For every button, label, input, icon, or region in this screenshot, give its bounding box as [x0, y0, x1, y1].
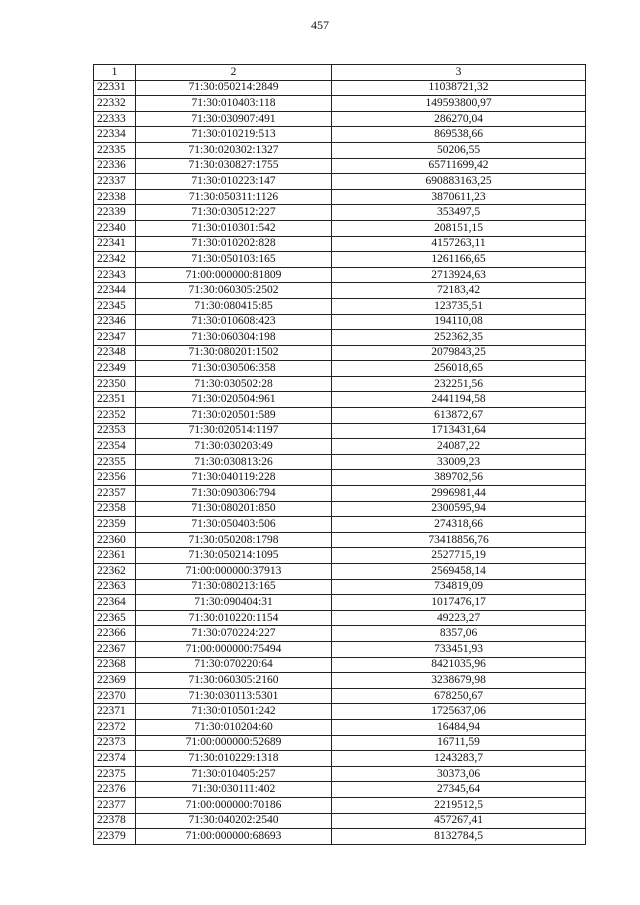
table-row: [94, 501, 586, 517]
row-number-cell: 22362: [94, 564, 136, 580]
cadastral-value-cell: 1243283,7: [332, 751, 586, 767]
cadastral-value-cell: 72183,42: [332, 283, 586, 299]
row-number-cell: 22379: [94, 829, 136, 845]
row-number-cell: 22354: [94, 439, 136, 455]
row-number-cell: 22364: [94, 595, 136, 611]
cadastral-value-cell: 232251,56: [332, 376, 586, 392]
cadastral-number-cell: 71:30:080213:165: [136, 579, 332, 595]
row-number-cell: 22347: [94, 330, 136, 346]
table-row: [94, 314, 586, 330]
row-number-cell: 22350: [94, 376, 136, 392]
row-number-cell: 22356: [94, 470, 136, 486]
table-row: [94, 486, 586, 502]
cadastral-number-cell: 71:30:020504:961: [136, 392, 332, 408]
cadastral-value-cell: 65711699,42: [332, 158, 586, 174]
table-row: [94, 532, 586, 548]
row-number-cell: 22335: [94, 142, 136, 158]
cadastral-number-cell: 71:30:010204:60: [136, 719, 332, 735]
cadastral-value-cell: 869538,66: [332, 127, 586, 143]
row-number-cell: 22341: [94, 236, 136, 252]
cadastral-number-cell: 71:30:010219:513: [136, 127, 332, 143]
cadastral-value-cell: 8421035,96: [332, 657, 586, 673]
column-header-1: 1: [94, 65, 136, 81]
table-row: [94, 96, 586, 112]
row-number-cell: 22333: [94, 111, 136, 127]
cadastral-number-cell: 71:30:020501:589: [136, 408, 332, 424]
row-number-cell: 22376: [94, 782, 136, 798]
table-row: [94, 470, 586, 486]
row-number-cell: 22343: [94, 267, 136, 283]
row-number-cell: 22334: [94, 127, 136, 143]
cadastral-number-cell: 71:30:010608:423: [136, 314, 332, 330]
table-row: [94, 579, 586, 595]
cadastral-number-cell: 71:30:030512:227: [136, 205, 332, 221]
row-number-cell: 22349: [94, 361, 136, 377]
cadastral-value-cell: 286270,04: [332, 111, 586, 127]
table-row: [94, 673, 586, 689]
table-row: [94, 626, 586, 642]
cadastral-number-cell: 71:00:000000:37913: [136, 564, 332, 580]
cadastral-value-table: [93, 64, 586, 845]
table-row: [94, 782, 586, 798]
table-row: [94, 158, 586, 174]
cadastral-number-cell: 71:30:030813:26: [136, 454, 332, 470]
cadastral-value-cell: 27345,64: [332, 782, 586, 798]
cadastral-number-cell: 71:30:010223:147: [136, 174, 332, 190]
cadastral-number-cell: 71:30:050214:1095: [136, 548, 332, 564]
cadastral-number-cell: 71:00:000000:70186: [136, 797, 332, 813]
row-number-cell: 22355: [94, 454, 136, 470]
cadastral-number-cell: 71:00:000000:68693: [136, 829, 332, 845]
row-number-cell: 22371: [94, 704, 136, 720]
table-row: [94, 688, 586, 704]
cadastral-number-cell: 71:30:030111:402: [136, 782, 332, 798]
cadastral-value-cell: 16484,94: [332, 719, 586, 735]
cadastral-value-cell: 49223,27: [332, 610, 586, 626]
row-number-cell: 22336: [94, 158, 136, 174]
table-row: [94, 797, 586, 813]
cadastral-value-cell: 613872,67: [332, 408, 586, 424]
table-row: [94, 392, 586, 408]
cadastral-number-cell: 71:30:050311:1126: [136, 189, 332, 205]
cadastral-number-cell: 71:30:010405:257: [136, 766, 332, 782]
table-row: [94, 127, 586, 143]
cadastral-value-cell: 252362,35: [332, 330, 586, 346]
cadastral-value-cell: 733451,93: [332, 641, 586, 657]
cadastral-value-cell: 4157263,11: [332, 236, 586, 252]
cadastral-number-cell: 71:30:030113:5301: [136, 688, 332, 704]
cadastral-value-cell: 2569458,14: [332, 564, 586, 580]
cadastral-value-cell: 8132784,5: [332, 829, 586, 845]
row-number-cell: 22375: [94, 766, 136, 782]
row-number-cell: 22361: [94, 548, 136, 564]
cadastral-number-cell: 71:30:030907:491: [136, 111, 332, 127]
cadastral-number-cell: 71:30:010220:1154: [136, 610, 332, 626]
table-row: [94, 205, 586, 221]
row-number-cell: 22348: [94, 345, 136, 361]
cadastral-value-cell: 2219512,5: [332, 797, 586, 813]
cadastral-value-cell: 274318,66: [332, 517, 586, 533]
table-row: [94, 220, 586, 236]
cadastral-value-cell: 123735,51: [332, 298, 586, 314]
cadastral-number-cell: 71:30:010229:1318: [136, 751, 332, 767]
cadastral-value-cell: 2996981,44: [332, 486, 586, 502]
table-row: [94, 657, 586, 673]
row-number-cell: 22378: [94, 813, 136, 829]
row-number-cell: 22337: [94, 174, 136, 190]
column-header-3: 3: [332, 65, 586, 81]
row-number-cell: 22338: [94, 189, 136, 205]
cadastral-number-cell: 71:00:000000:75494: [136, 641, 332, 657]
cadastral-value-cell: 2079843,25: [332, 345, 586, 361]
cadastral-number-cell: 71:30:060305:2160: [136, 673, 332, 689]
table-row: [94, 751, 586, 767]
cadastral-value-cell: 24087,22: [332, 439, 586, 455]
row-number-cell: 22359: [94, 517, 136, 533]
row-number-cell: 22353: [94, 423, 136, 439]
cadastral-value-cell: 149593800,97: [332, 96, 586, 112]
table-row: [94, 517, 586, 533]
row-number-cell: 22366: [94, 626, 136, 642]
row-number-cell: 22344: [94, 283, 136, 299]
table-row: [94, 641, 586, 657]
cadastral-number-cell: 71:30:030506:358: [136, 361, 332, 377]
cadastral-value-cell: 3238679,98: [332, 673, 586, 689]
cadastral-value-cell: 2441194,58: [332, 392, 586, 408]
table-row: [94, 813, 586, 829]
table-row: [94, 80, 586, 96]
cadastral-number-cell: 71:30:090404:31: [136, 595, 332, 611]
row-number-cell: 22365: [94, 610, 136, 626]
table-row: [94, 423, 586, 439]
cadastral-number-cell: 71:30:080201:850: [136, 501, 332, 517]
cadastral-number-cell: 71:30:050103:165: [136, 252, 332, 268]
row-number-cell: 22374: [94, 751, 136, 767]
cadastral-value-cell: 1261166,65: [332, 252, 586, 268]
cadastral-number-cell: 71:30:080415:85: [136, 298, 332, 314]
cadastral-value-cell: 3870611,23: [332, 189, 586, 205]
cadastral-value-cell: 208151,15: [332, 220, 586, 236]
cadastral-value-cell: 389702,56: [332, 470, 586, 486]
table-row: [94, 330, 586, 346]
table-row: [94, 298, 586, 314]
table-row: [94, 564, 586, 580]
cadastral-number-cell: 71:30:070224:227: [136, 626, 332, 642]
cadastral-number-cell: 71:30:040119:228: [136, 470, 332, 486]
table-row: [94, 704, 586, 720]
table-row: [94, 548, 586, 564]
row-number-cell: 22373: [94, 735, 136, 751]
row-number-cell: 22346: [94, 314, 136, 330]
row-number-cell: 22372: [94, 719, 136, 735]
row-number-cell: 22370: [94, 688, 136, 704]
table-header-row: [94, 65, 586, 81]
table-row: [94, 189, 586, 205]
table-body: [94, 80, 586, 844]
table-row: [94, 111, 586, 127]
cadastral-value-cell: 1713431,64: [332, 423, 586, 439]
table-row: [94, 719, 586, 735]
row-number-cell: 22367: [94, 641, 136, 657]
cadastral-value-cell: 33009,23: [332, 454, 586, 470]
cadastral-number-cell: 71:30:040202:2540: [136, 813, 332, 829]
cadastral-value-cell: 256018,65: [332, 361, 586, 377]
cadastral-number-cell: 71:30:080201:1502: [136, 345, 332, 361]
cadastral-value-cell: 50206,55: [332, 142, 586, 158]
table-row: [94, 361, 586, 377]
table-row: [94, 236, 586, 252]
column-header-2: 2: [136, 65, 332, 81]
table-row: [94, 283, 586, 299]
table-row: [94, 439, 586, 455]
page-number: 457: [311, 18, 329, 32]
table-row: [94, 345, 586, 361]
table-row: [94, 376, 586, 392]
table-row: [94, 454, 586, 470]
table-row: [94, 595, 586, 611]
table-row: [94, 766, 586, 782]
cadastral-number-cell: 71:30:030502:28: [136, 376, 332, 392]
cadastral-number-cell: 71:30:060304:198: [136, 330, 332, 346]
row-number-cell: 22363: [94, 579, 136, 595]
row-number-cell: 22358: [94, 501, 136, 517]
cadastral-value-cell: 353497,5: [332, 205, 586, 221]
cadastral-value-cell: 690883163,25: [332, 174, 586, 190]
row-number-cell: 22339: [94, 205, 136, 221]
table-row: [94, 267, 586, 283]
table-row: [94, 408, 586, 424]
cadastral-value-cell: 11038721,32: [332, 80, 586, 96]
table-row: [94, 829, 586, 845]
cadastral-number-cell: 71:30:020302:1327: [136, 142, 332, 158]
cadastral-number-cell: 71:30:030827:1755: [136, 158, 332, 174]
cadastral-value-cell: 16711,59: [332, 735, 586, 751]
cadastral-number-cell: 71:30:010202:828: [136, 236, 332, 252]
table-row: [94, 174, 586, 190]
cadastral-number-cell: 71:00:000000:52689: [136, 735, 332, 751]
row-number-cell: 22377: [94, 797, 136, 813]
cadastral-number-cell: 71:30:020514:1197: [136, 423, 332, 439]
row-number-cell: 22332: [94, 96, 136, 112]
cadastral-number-cell: 71:30:010301:542: [136, 220, 332, 236]
cadastral-number-cell: 71:30:050403:506: [136, 517, 332, 533]
table-row: [94, 735, 586, 751]
cadastral-value-cell: 734819,09: [332, 579, 586, 595]
cadastral-number-cell: 71:30:030203:49: [136, 439, 332, 455]
row-number-cell: 22342: [94, 252, 136, 268]
table-row: [94, 252, 586, 268]
cadastral-value-cell: 194110,08: [332, 314, 586, 330]
cadastral-number-cell: 71:30:070220:64: [136, 657, 332, 673]
cadastral-number-cell: 71:30:010403:118: [136, 96, 332, 112]
row-number-cell: 22351: [94, 392, 136, 408]
row-number-cell: 22357: [94, 486, 136, 502]
cadastral-value-cell: 73418856,76: [332, 532, 586, 548]
cadastral-value-cell: 1725637,06: [332, 704, 586, 720]
row-number-cell: 22360: [94, 532, 136, 548]
row-number-cell: 22331: [94, 80, 136, 96]
row-number-cell: 22340: [94, 220, 136, 236]
cadastral-value-cell: 2527715,19: [332, 548, 586, 564]
cadastral-value-cell: 8357,06: [332, 626, 586, 642]
row-number-cell: 22345: [94, 298, 136, 314]
row-number-cell: 22369: [94, 673, 136, 689]
cadastral-value-cell: 457267,41: [332, 813, 586, 829]
cadastral-value-cell: 2300595,94: [332, 501, 586, 517]
row-number-cell: 22368: [94, 657, 136, 673]
cadastral-number-cell: 71:00:000000:81809: [136, 267, 332, 283]
cadastral-number-cell: 71:30:010501:242: [136, 704, 332, 720]
cadastral-number-cell: 71:30:050208:1798: [136, 532, 332, 548]
table-row: [94, 142, 586, 158]
cadastral-number-cell: 71:30:060305:2502: [136, 283, 332, 299]
cadastral-number-cell: 71:30:050214:2849: [136, 80, 332, 96]
row-number-cell: 22352: [94, 408, 136, 424]
cadastral-number-cell: 71:30:090306:794: [136, 486, 332, 502]
cadastral-value-cell: 1017476,17: [332, 595, 586, 611]
cadastral-value-cell: 678250,67: [332, 688, 586, 704]
cadastral-value-cell: 2713924,63: [332, 267, 586, 283]
table-row: [94, 610, 586, 626]
cadastral-value-cell: 30373,06: [332, 766, 586, 782]
